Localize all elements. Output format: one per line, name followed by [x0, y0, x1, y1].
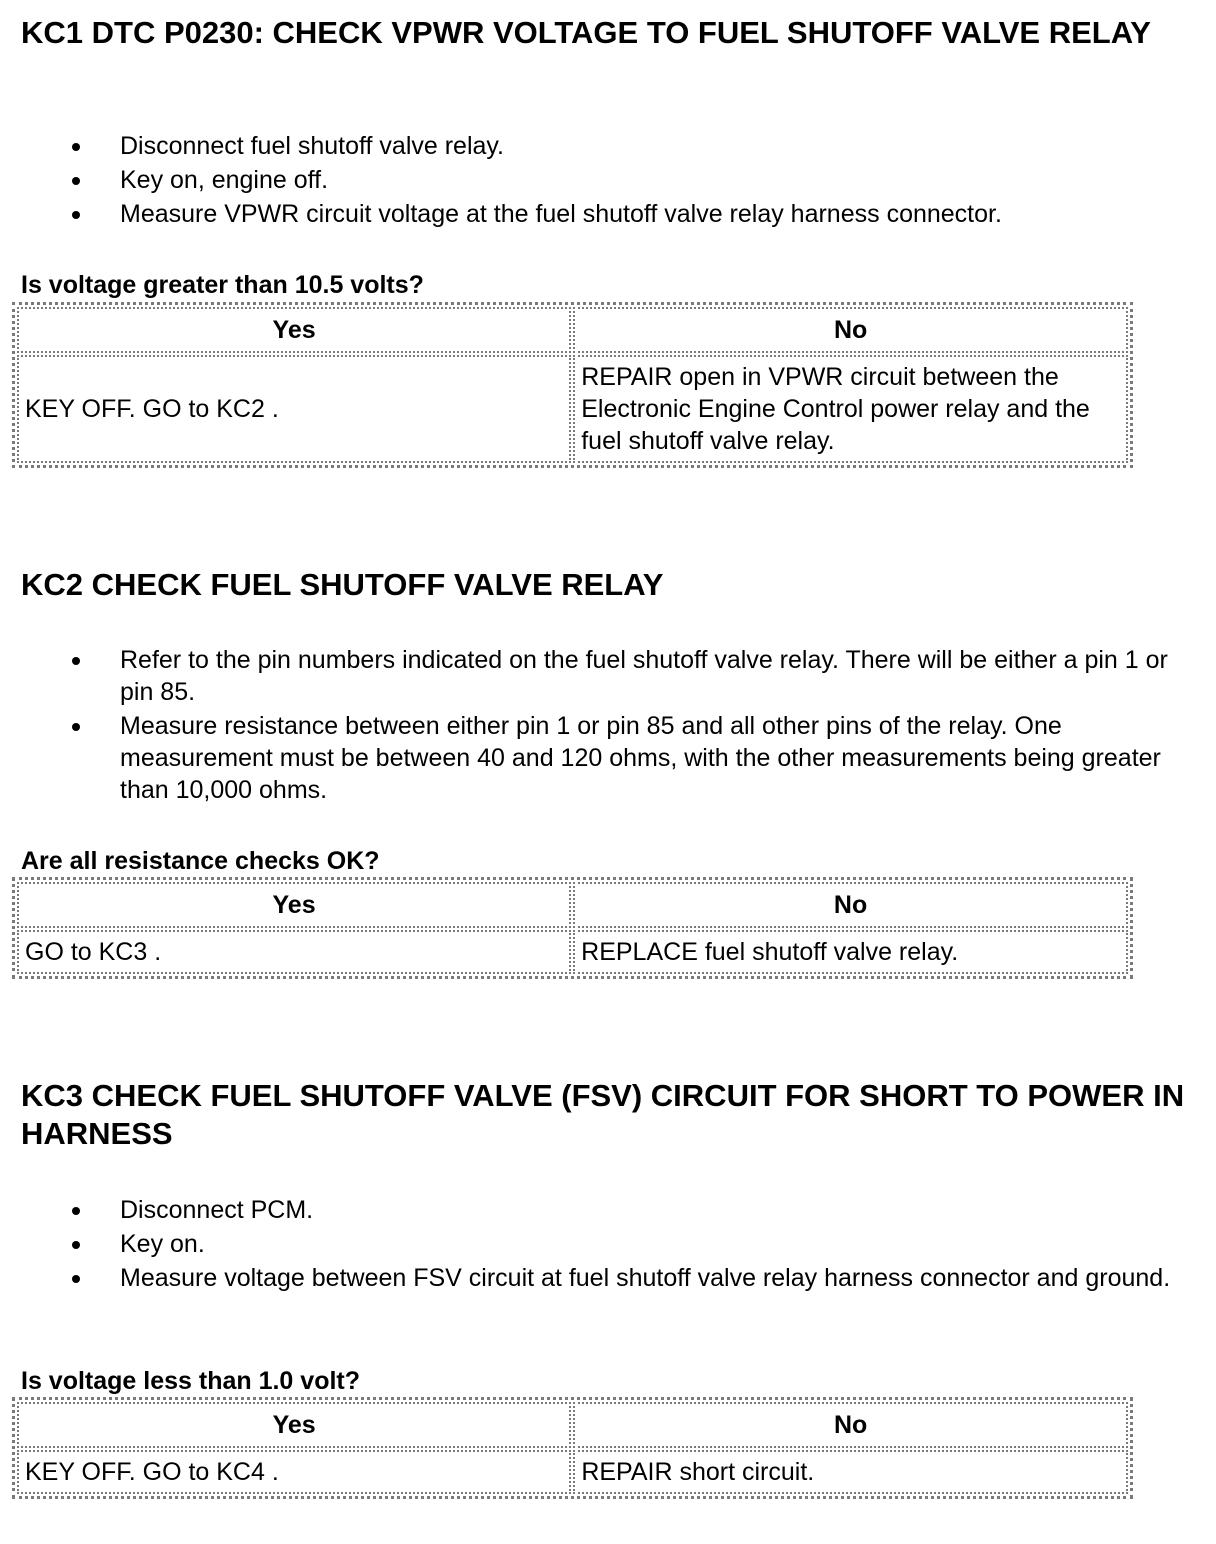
instruction-text: Key on.: [120, 1230, 205, 1258]
list-item: [0, 130, 1216, 162]
step-kc2-question: Are all resistance checks OK?: [21, 847, 380, 875]
no-action: REPAIR open in VPWR circuit between the Electronic Engine Control power relay and the fuel shutoff valve relay.: [573, 355, 1128, 463]
yes-header: Yes: [17, 1402, 571, 1448]
instruction-text: Measure voltage between FSV circuit at fuel shutoff valve relay harness connector and ground.: [120, 1264, 1171, 1292]
bullet-icon: [72, 143, 80, 151]
yes-header: Yes: [17, 882, 571, 928]
list-item: [0, 644, 1216, 708]
instruction-text: Disconnect fuel shutoff valve relay.: [120, 132, 504, 160]
list-item: [0, 198, 1216, 230]
step-kc2-title: KC2 CHECK FUEL SHUTOFF VALVE RELAY: [21, 567, 664, 602]
list-item: [0, 710, 1216, 806]
table-row: [17, 930, 1128, 974]
step-kc1-title: KC1 DTC P0230: CHECK VPWR VOLTAGE TO FUEL SHUTOFF VALVE RELAY: [21, 15, 1151, 50]
bullet-icon: [72, 1241, 80, 1249]
bullet-icon: [72, 1275, 80, 1283]
list-item: [0, 164, 1216, 196]
no-action: REPLACE fuel shutoff valve relay.: [573, 930, 1128, 974]
list-item: [0, 1228, 1216, 1260]
table-header-row: [17, 882, 1128, 928]
step-kc3-answer-table: [12, 1397, 1133, 1499]
bullet-icon: [72, 177, 80, 185]
no-header: No: [573, 882, 1128, 928]
yes-action: KEY OFF. GO to KC4 .: [17, 1450, 571, 1494]
list-item: [0, 1194, 1216, 1226]
step-kc3-title: KC3 CHECK FUEL SHUTOFF VALVE (FSV) CIRCUIT FOR SHORT TO POWER IN HARNESS: [21, 1078, 1185, 1151]
list-item: [0, 1262, 1216, 1294]
bullet-icon: [72, 723, 80, 731]
instruction-text: Measure VPWR circuit voltage at the fuel shutoff valve relay harness connector.: [120, 200, 1002, 228]
instruction-text: Refer to the pin numbers indicated on the fuel shutoff valve relay. There will be either a pin 1 or pin 85.: [120, 646, 1168, 706]
no-header: No: [573, 1402, 1128, 1448]
instruction-text: Key on, engine off.: [120, 166, 329, 194]
bullet-icon: [72, 211, 80, 219]
table-row: [17, 355, 1128, 463]
table-header-row: [17, 307, 1128, 353]
bullet-icon: [72, 657, 80, 665]
yes-action: GO to KC3 .: [17, 930, 571, 974]
no-action: REPAIR short circuit.: [573, 1450, 1128, 1494]
no-header: No: [573, 307, 1128, 353]
step-kc1-question: Is voltage greater than 10.5 volts?: [21, 271, 424, 299]
instruction-text: Measure resistance between either pin 1 or pin 85 and all other pins of the relay. One measurement must be between 40 and 120 ohms, with the other measurements being greater than 10,000 ohms.: [120, 712, 1161, 804]
yes-header: Yes: [17, 307, 571, 353]
table-header-row: [17, 1402, 1128, 1448]
step-kc2-answer-table: [12, 877, 1133, 979]
step-kc1-answer-table: [12, 302, 1133, 468]
yes-action: KEY OFF. GO to KC2 .: [17, 355, 571, 463]
step-kc3-instructions: [0, 1194, 1216, 1296]
table-row: [17, 1450, 1128, 1494]
step-kc2-instructions: [0, 644, 1216, 808]
instruction-text: Disconnect PCM.: [120, 1196, 314, 1224]
bullet-icon: [72, 1207, 80, 1215]
step-kc1-instructions: [0, 130, 1216, 232]
step-kc3-question: Is voltage less than 1.0 volt?: [21, 1367, 361, 1395]
